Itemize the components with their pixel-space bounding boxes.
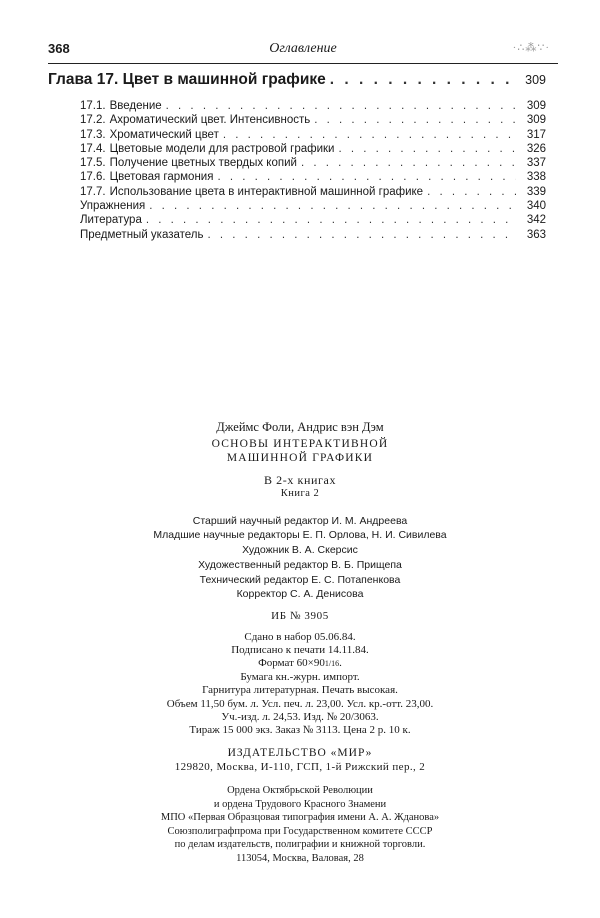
pub-line: Уч.-изд. л. 24,53. Изд. № 20/3063. xyxy=(221,711,379,724)
toc-entry-page: 339 xyxy=(526,185,546,198)
pub-format-line xyxy=(100,657,500,670)
staff-line: Старший научный редактор И. М. Андреева xyxy=(192,514,408,527)
leader-dots xyxy=(314,113,516,127)
toc-chapter-heading xyxy=(48,71,546,95)
pub-line: Объем 11,50 бум. л. Усл. печ. л. 23,00. Усл. кр.-отт. 23,00. xyxy=(166,697,434,710)
staff-line: Художественный редактор В. Б. Прищепа xyxy=(198,558,402,571)
toc-entry-number: 17.7. xyxy=(80,185,106,198)
toc-entry-number: 17.1. xyxy=(80,100,106,112)
toc-entry-page: 326 xyxy=(526,142,546,155)
pub-line: Бумага кн.-журн. импорт. xyxy=(240,670,360,683)
toc-entry xyxy=(48,199,546,213)
toc-entry-number: 17.3. xyxy=(80,128,106,141)
running-title: Оглавление xyxy=(269,41,337,56)
book-title-line-1: ОСНОВЫ ИНТЕРАКТИВНОЙ xyxy=(211,437,389,450)
printer-line: МПО «Первая Образцовая типография имени А. А. Жданова» xyxy=(160,812,440,824)
toc-entry-title: Предметный указатель xyxy=(80,228,204,241)
toc-entry xyxy=(48,142,546,156)
leader-dots xyxy=(223,128,516,142)
leader-dots xyxy=(217,170,516,184)
ib-number: ИБ № 3905 xyxy=(271,610,329,622)
toc-entry xyxy=(48,128,546,142)
printer-line: Ордена Октябрьской Революции xyxy=(227,785,373,797)
printer-line: Союзполиграфпрома при Государственном комитете СССР xyxy=(167,825,433,837)
toc-entry-page: 337 xyxy=(526,157,546,170)
chapter-title: Глава 17. Цвет в машинной графике xyxy=(48,71,326,88)
toc-entry xyxy=(48,99,546,113)
staff-line: Младшие научные редакторы Е. П. Орлова, Н. И. Сивилева xyxy=(153,529,447,542)
leader-dots xyxy=(330,71,516,89)
toc-entry-title: Цветовые модели для растровой графики xyxy=(109,142,335,155)
toc-entry-title: Литература xyxy=(80,214,142,227)
page-header xyxy=(48,41,558,61)
decorative-ornament-icon: ·∴⁂∵· xyxy=(512,42,550,54)
toc-entry-page: 317 xyxy=(526,128,546,141)
toc-entry-title: Хроматический цвет xyxy=(109,128,219,141)
toc-entry xyxy=(48,213,546,227)
printer-line: по делам издательств, полиграфии и книжной торговли. xyxy=(174,839,426,851)
staff-line: Художник В. А. Скерсис xyxy=(242,544,358,557)
toc-entry-title: Упражнения xyxy=(80,200,146,213)
printer-line: 113054, Москва, Валовая, 28 xyxy=(236,853,364,864)
printer-details xyxy=(100,784,500,866)
pub-line: Сдано в набор 05.06.84. xyxy=(244,630,356,643)
toc-entry xyxy=(48,228,546,242)
chapter-page: 309 xyxy=(525,73,546,87)
toc-entry xyxy=(48,113,546,127)
pub-line: Подписано к печати 14.11.84. xyxy=(231,644,369,656)
toc-entry-page: 342 xyxy=(526,214,546,227)
pub-line: Гарнитура литературная. Печать высокая. xyxy=(202,684,398,697)
volume-number: Книга 2 xyxy=(280,488,320,500)
leader-dots xyxy=(146,213,516,227)
volume-count: В 2-х книгах xyxy=(263,472,337,487)
format-main: Формат 60×90 xyxy=(258,657,325,670)
format-end: . xyxy=(339,657,342,670)
toc-entry-title: Получение цветных твердых копий xyxy=(109,157,297,170)
toc-entry-number: 17.2. xyxy=(80,114,106,127)
page-number: 368 xyxy=(48,41,70,56)
toc-entry-page: 363 xyxy=(526,228,546,241)
staff-line: Корректор С. А. Денисова xyxy=(236,588,364,601)
toc-entry-title: Ахроматический цвет. Интенсивность xyxy=(109,114,311,127)
toc-entry-page: 340 xyxy=(526,200,546,213)
toc-entry-number: 17.6. xyxy=(80,171,106,184)
publisher-address: 129820, Москва, И-110, ГСП, 1-й Рижский пер., 2 xyxy=(174,761,426,774)
leader-dots xyxy=(166,99,516,113)
leader-dots xyxy=(208,228,516,242)
leader-dots xyxy=(427,185,516,199)
pub-line: Тираж 15 000 экз. Заказ № 3113. Цена 2 р. 10 к. xyxy=(189,724,411,737)
toc-entry-number: 17.4. xyxy=(80,142,106,155)
publication-details xyxy=(100,631,500,738)
book-title-line-2: МАШИННОЙ ГРАФИКИ xyxy=(226,451,374,464)
format-fraction: 1/16 xyxy=(324,659,340,669)
colophon xyxy=(100,420,500,866)
toc-entry-title: Цветовая гармония xyxy=(109,171,214,184)
printer-line: и ордена Трудового Красного Знамени xyxy=(213,798,387,810)
toc-entry xyxy=(48,156,546,170)
toc-entry-page: 338 xyxy=(526,171,546,184)
leader-dots xyxy=(149,199,516,213)
toc-entry-page: 309 xyxy=(526,100,546,112)
authors: Джеймс Фоли, Андрис вэн Дэм xyxy=(216,420,384,434)
toc-entry-title: Введение xyxy=(109,100,162,112)
table-of-contents xyxy=(48,71,546,242)
editorial-staff xyxy=(100,514,500,602)
toc-entry-number: 17.5. xyxy=(80,157,106,170)
toc-entry xyxy=(48,170,546,184)
toc-entry-page: 309 xyxy=(526,114,546,127)
leader-dots xyxy=(338,142,516,156)
header-rule xyxy=(48,63,558,64)
staff-line: Технический редактор Е. С. Потапенкова xyxy=(199,573,401,586)
publisher-name: ИЗДАТЕЛЬСТВО «МИР» xyxy=(227,746,373,759)
toc-entry-title: Использование цвета в интерактивной машинной графике xyxy=(109,185,424,198)
leader-dots xyxy=(301,156,516,170)
toc-entry xyxy=(48,185,546,199)
